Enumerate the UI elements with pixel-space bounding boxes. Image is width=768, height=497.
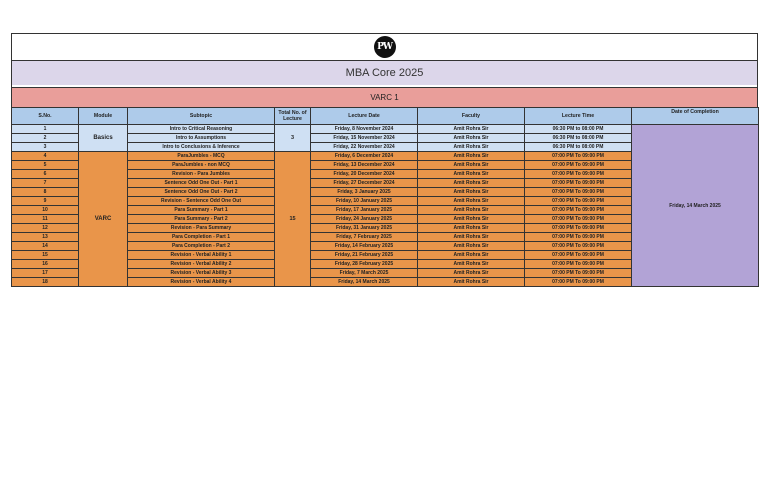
cell-subtopic: Revision - Verbal Ability 3 [128,269,275,278]
cell-lecture-date: Friday, 10 January 2025 [311,197,418,206]
cell-subtopic: Para Completion - Part 1 [128,233,275,242]
cell-subtopic: Revision - Verbal Ability 2 [128,260,275,269]
cell-subtopic: Sentence Odd One Out - Part 1 [128,179,275,188]
cell-lecture-time: 06:30 PM to 08:00 PM [525,143,632,152]
cell-lecture-date: Friday, 8 November 2024 [311,125,418,134]
cell-subtopic: ParaJumbles - non MCQ [128,161,275,170]
cell-sno: 18 [12,278,79,287]
cell-lecture-time: 07:00 PM To 09:00 PM [525,260,632,269]
cell-sno: 12 [12,224,79,233]
cell-faculty: Amit Rohra Sir [418,125,525,134]
cell-faculty: Amit Rohra Sir [418,134,525,143]
cell-lecture-date: Friday, 7 March 2025 [311,269,418,278]
cell-faculty: Amit Rohra Sir [418,188,525,197]
cell-lecture-time: 06:30 PM to 08:00 PM [525,125,632,134]
cell-faculty: Amit Rohra Sir [418,170,525,179]
cell-lecture-date: Friday, 3 January 2025 [311,188,418,197]
cell-faculty: Amit Rohra Sir [418,233,525,242]
cell-lecture-date: Friday, 27 December 2024 [311,179,418,188]
cell-sno: 10 [12,206,79,215]
cell-sno: 9 [12,197,79,206]
header-total-lectures: Total No. of Lecture [275,108,311,125]
cell-subtopic: Intro to Critical Reasoning [128,125,275,134]
cell-lecture-time: 07:00 PM To 09:00 PM [525,278,632,287]
cell-lecture-time: 07:00 PM To 09:00 PM [525,242,632,251]
cell-faculty: Amit Rohra Sir [418,269,525,278]
cell-subtopic: ParaJumbles - MCQ [128,152,275,161]
header-faculty: Faculty [418,108,525,125]
cell-sno: 16 [12,260,79,269]
pw-logo: PW [374,36,396,58]
cell-subtopic: Revision - Para Jumbles [128,170,275,179]
cell-lecture-date: Friday, 22 November 2024 [311,143,418,152]
cell-total-lectures: 3 [275,125,311,152]
header-lecture-date: Lecture Date [311,108,418,125]
cell-sno: 3 [12,143,79,152]
cell-lecture-time: 06:30 PM to 08:00 PM [525,134,632,143]
cell-sno: 8 [12,188,79,197]
header-date-of-completion: Date of Completion [632,108,759,125]
cell-sno: 17 [12,269,79,278]
cell-lecture-time: 07:00 PM To 09:00 PM [525,170,632,179]
cell-faculty: Amit Rohra Sir [418,260,525,269]
cell-subtopic: Revision - Verbal Ability 4 [128,278,275,287]
cell-total-lectures: 15 [275,152,311,287]
cell-sno: 4 [12,152,79,161]
cell-lecture-date: Friday, 20 December 2024 [311,170,418,179]
cell-sno: 7 [12,179,79,188]
cell-lecture-time: 07:00 PM To 09:00 PM [525,206,632,215]
header-sno: S.No. [12,108,79,125]
header-row [12,108,759,125]
cell-lecture-date: Friday, 13 December 2024 [311,161,418,170]
cell-subtopic: Revision - Verbal Ability 1 [128,251,275,260]
cell-subtopic: Para Summary - Part 1 [128,206,275,215]
schedule-table [11,107,759,287]
cell-sno: 1 [12,125,79,134]
cell-lecture-time: 07:00 PM To 09:00 PM [525,188,632,197]
cell-lecture-time: 07:00 PM To 09:00 PM [525,269,632,278]
header-subtopic: Subtopic [128,108,275,125]
cell-subtopic: Intro to Conclusions & Inference [128,143,275,152]
cell-lecture-date: Friday, 14 March 2025 [311,278,418,287]
cell-sno: 2 [12,134,79,143]
cell-faculty: Amit Rohra Sir [418,251,525,260]
cell-faculty: Amit Rohra Sir [418,161,525,170]
header-lecture-time: Lecture Time [525,108,632,125]
cell-lecture-time: 07:00 PM To 09:00 PM [525,152,632,161]
cell-faculty: Amit Rohra Sir [418,197,525,206]
cell-sno: 14 [12,242,79,251]
header-module: Module [79,108,128,125]
cell-lecture-date: Friday, 6 December 2024 [311,152,418,161]
cell-lecture-time: 07:00 PM To 09:00 PM [525,215,632,224]
cell-lecture-date: Friday, 28 February 2025 [311,260,418,269]
cell-faculty: Amit Rohra Sir [418,179,525,188]
cell-lecture-time: 07:00 PM To 09:00 PM [525,161,632,170]
cell-lecture-time: 07:00 PM To 09:00 PM [525,179,632,188]
cell-faculty: Amit Rohra Sir [418,242,525,251]
cell-module: Basics [79,125,128,152]
cell-faculty: Amit Rohra Sir [418,224,525,233]
cell-lecture-date: Friday, 7 February 2025 [311,233,418,242]
cell-lecture-date: Friday, 17 January 2025 [311,206,418,215]
cell-faculty: Amit Rohra Sir [418,278,525,287]
cell-sno: 13 [12,233,79,242]
cell-lecture-time: 07:00 PM To 09:00 PM [525,251,632,260]
cell-lecture-date: Friday, 31 January 2025 [311,224,418,233]
table-row [12,125,759,134]
cell-subtopic: Revision - Sentence Odd One Out [128,197,275,206]
cell-faculty: Amit Rohra Sir [418,152,525,161]
cell-lecture-date: Friday, 15 November 2024 [311,134,418,143]
cell-sno: 6 [12,170,79,179]
cell-faculty: Amit Rohra Sir [418,143,525,152]
page-title: MBA Core 2025 [11,60,758,85]
cell-sno: 11 [12,215,79,224]
cell-subtopic: Sentence Odd One Out - Part 2 [128,188,275,197]
cell-subtopic: Para Completion - Part 2 [128,242,275,251]
cell-subtopic: Intro to Assumptions [128,134,275,143]
schedule-sheet [11,33,758,287]
cell-date-of-completion: Friday, 14 March 2025 [632,125,759,287]
cell-lecture-date: Friday, 24 January 2025 [311,215,418,224]
cell-subtopic: Para Summary - Part 2 [128,215,275,224]
cell-lecture-time: 07:00 PM To 09:00 PM [525,197,632,206]
cell-lecture-time: 07:00 PM To 09:00 PM [525,224,632,233]
schedule-body [12,125,759,287]
cell-lecture-time: 07:00 PM To 09:00 PM [525,233,632,242]
cell-faculty: Amit Rohra Sir [418,215,525,224]
cell-lecture-date: Friday, 14 February 2025 [311,242,418,251]
cell-faculty: Amit Rohra Sir [418,206,525,215]
section-title: VARC 1 [11,87,758,107]
cell-module: VARC [79,152,128,287]
cell-sno: 15 [12,251,79,260]
cell-subtopic: Revision - Para Summary [128,224,275,233]
logo-row [11,33,758,60]
cell-sno: 5 [12,161,79,170]
cell-lecture-date: Friday, 21 February 2025 [311,251,418,260]
